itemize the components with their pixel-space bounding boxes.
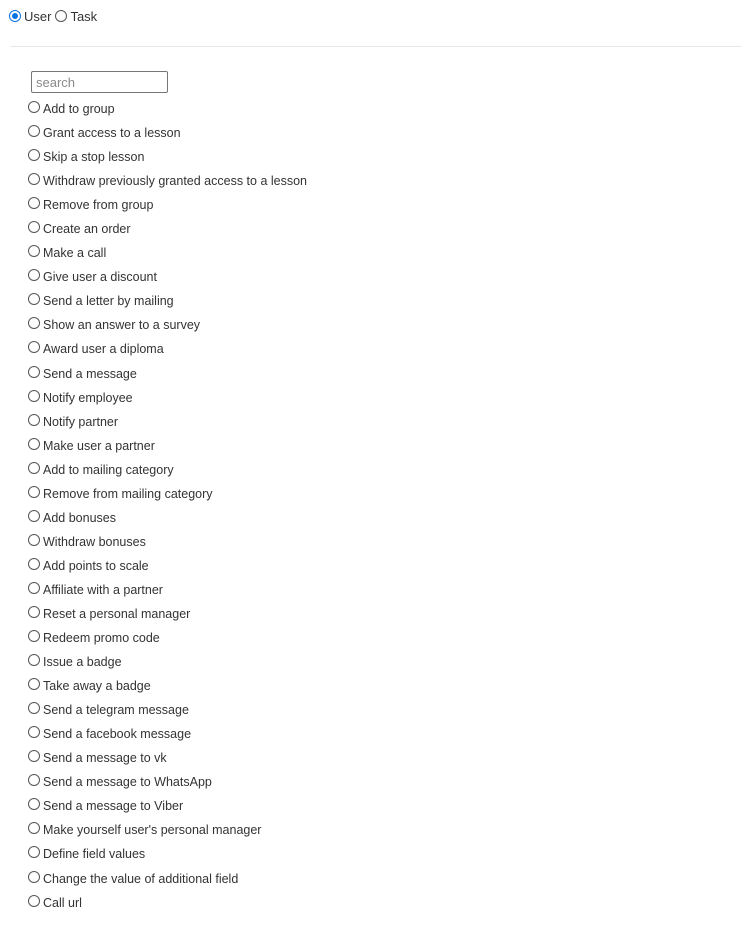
action-radio[interactable] [28, 678, 40, 690]
action-radio[interactable] [28, 750, 40, 762]
action-label: Affiliate with a partner [43, 582, 163, 597]
action-label: Call url [43, 895, 82, 910]
action-item[interactable] [28, 602, 307, 626]
action-item[interactable] [28, 674, 307, 698]
mode-option-label: Task [70, 8, 98, 24]
action-radio[interactable] [28, 510, 40, 522]
action-item[interactable] [28, 818, 307, 842]
action-label: Add to group [43, 102, 115, 117]
action-radio[interactable] [28, 871, 40, 883]
action-radio[interactable] [28, 101, 40, 113]
action-label: Define field values [43, 847, 146, 862]
user-radio[interactable] [9, 10, 21, 22]
action-radio[interactable] [28, 798, 40, 810]
action-item[interactable] [28, 746, 307, 770]
action-item[interactable] [28, 554, 307, 578]
action-item[interactable] [28, 722, 307, 746]
action-item[interactable] [28, 578, 307, 602]
action-radio[interactable] [28, 606, 40, 618]
action-radio[interactable] [28, 558, 40, 570]
action-radio[interactable] [28, 486, 40, 498]
action-radio[interactable] [28, 293, 40, 305]
action-label: Grant access to a lesson [43, 126, 181, 141]
action-radio[interactable] [28, 149, 40, 161]
action-label: Reset a personal manager [43, 607, 191, 621]
action-label: Show an answer to a survey [43, 318, 201, 333]
action-radio[interactable] [28, 895, 40, 907]
task-radio[interactable] [55, 10, 67, 22]
action-radio[interactable] [28, 197, 40, 209]
action-label: Send a letter by mailing [43, 294, 174, 309]
action-item[interactable] [28, 337, 307, 361]
action-label: Create an order [43, 222, 131, 237]
action-item[interactable] [28, 867, 307, 891]
action-label: Send a facebook message [43, 727, 192, 742]
mode-option-task[interactable] [55, 9, 97, 24]
search-input[interactable] [31, 71, 168, 93]
action-item[interactable] [28, 530, 307, 554]
action-radio[interactable] [28, 582, 40, 594]
action-label: Remove from group [43, 198, 154, 213]
action-item[interactable] [28, 842, 307, 866]
mode-option-user[interactable] [9, 9, 51, 24]
action-label: Send a message to Viber [43, 799, 184, 814]
action-radio[interactable] [28, 630, 40, 642]
action-radio[interactable] [28, 846, 40, 858]
action-label: Withdraw bonuses [43, 534, 146, 549]
action-label: Take away a badge [43, 679, 151, 694]
action-item[interactable] [28, 145, 307, 169]
action-radio[interactable] [28, 654, 40, 666]
action-item[interactable] [28, 770, 307, 794]
action-item[interactable] [28, 410, 307, 434]
action-list [28, 97, 307, 915]
action-radio[interactable] [28, 534, 40, 546]
action-radio[interactable] [28, 462, 40, 474]
action-radio[interactable] [28, 269, 40, 281]
action-item[interactable] [28, 241, 307, 265]
action-label: Send a telegram message [43, 703, 189, 718]
action-item[interactable] [28, 289, 307, 313]
action-item[interactable] [28, 313, 307, 337]
action-radio[interactable] [28, 702, 40, 714]
action-label: Withdraw previously granted access to a lesson [43, 174, 308, 189]
action-radio[interactable] [28, 438, 40, 450]
action-item[interactable] [28, 193, 307, 217]
action-label: Send a message to vk [43, 751, 167, 766]
action-radio[interactable] [28, 317, 40, 329]
action-item[interactable] [28, 458, 307, 482]
action-label: Remove from mailing category [43, 486, 213, 501]
action-radio[interactable] [28, 341, 40, 353]
action-label: Add to mailing category [43, 462, 174, 477]
action-item[interactable] [28, 698, 307, 722]
action-item[interactable] [28, 891, 307, 915]
action-item[interactable] [28, 434, 307, 458]
mode-option-label: User [24, 8, 52, 24]
action-radio[interactable] [28, 726, 40, 738]
action-radio[interactable] [28, 366, 40, 378]
action-item[interactable] [28, 121, 307, 145]
action-radio[interactable] [28, 125, 40, 137]
action-radio[interactable] [28, 221, 40, 233]
action-label: Add bonuses [43, 510, 116, 525]
action-label: Notify employee [43, 390, 133, 405]
action-item[interactable] [28, 362, 307, 386]
action-label: Redeem promo code [43, 631, 160, 646]
mode-selector [9, 7, 101, 25]
action-item[interactable] [28, 217, 307, 241]
action-radio[interactable] [28, 822, 40, 834]
action-item[interactable] [28, 169, 307, 193]
action-label: Skip a stop lesson [43, 150, 145, 165]
action-label: Give user a discount [43, 270, 157, 285]
action-label: Make a call [43, 246, 107, 261]
action-label: Notify partner [43, 414, 119, 429]
action-radio[interactable] [28, 414, 40, 426]
action-radio[interactable] [28, 245, 40, 257]
action-radio[interactable] [28, 774, 40, 786]
action-item[interactable] [28, 626, 307, 650]
action-item[interactable] [28, 650, 307, 674]
action-item[interactable] [28, 265, 307, 289]
divider [10, 46, 741, 47]
action-label: Issue a badge [43, 655, 122, 670]
action-item[interactable] [28, 506, 307, 530]
action-item[interactable] [28, 386, 307, 410]
action-label: Make yourself user's personal manager [43, 823, 262, 838]
action-radio[interactable] [28, 173, 40, 185]
action-label: Send a message [43, 366, 137, 381]
action-label: Make user a partner [43, 438, 155, 453]
action-label: Send a message to WhatsApp [43, 775, 212, 790]
action-label: Add points to scale [43, 558, 149, 573]
action-label: Change the value of additional field [43, 871, 239, 886]
action-item[interactable] [28, 482, 307, 506]
action-item[interactable] [28, 794, 307, 818]
action-item[interactable] [28, 97, 307, 121]
action-label: Award user a diploma [43, 342, 164, 357]
action-radio[interactable] [28, 390, 40, 402]
